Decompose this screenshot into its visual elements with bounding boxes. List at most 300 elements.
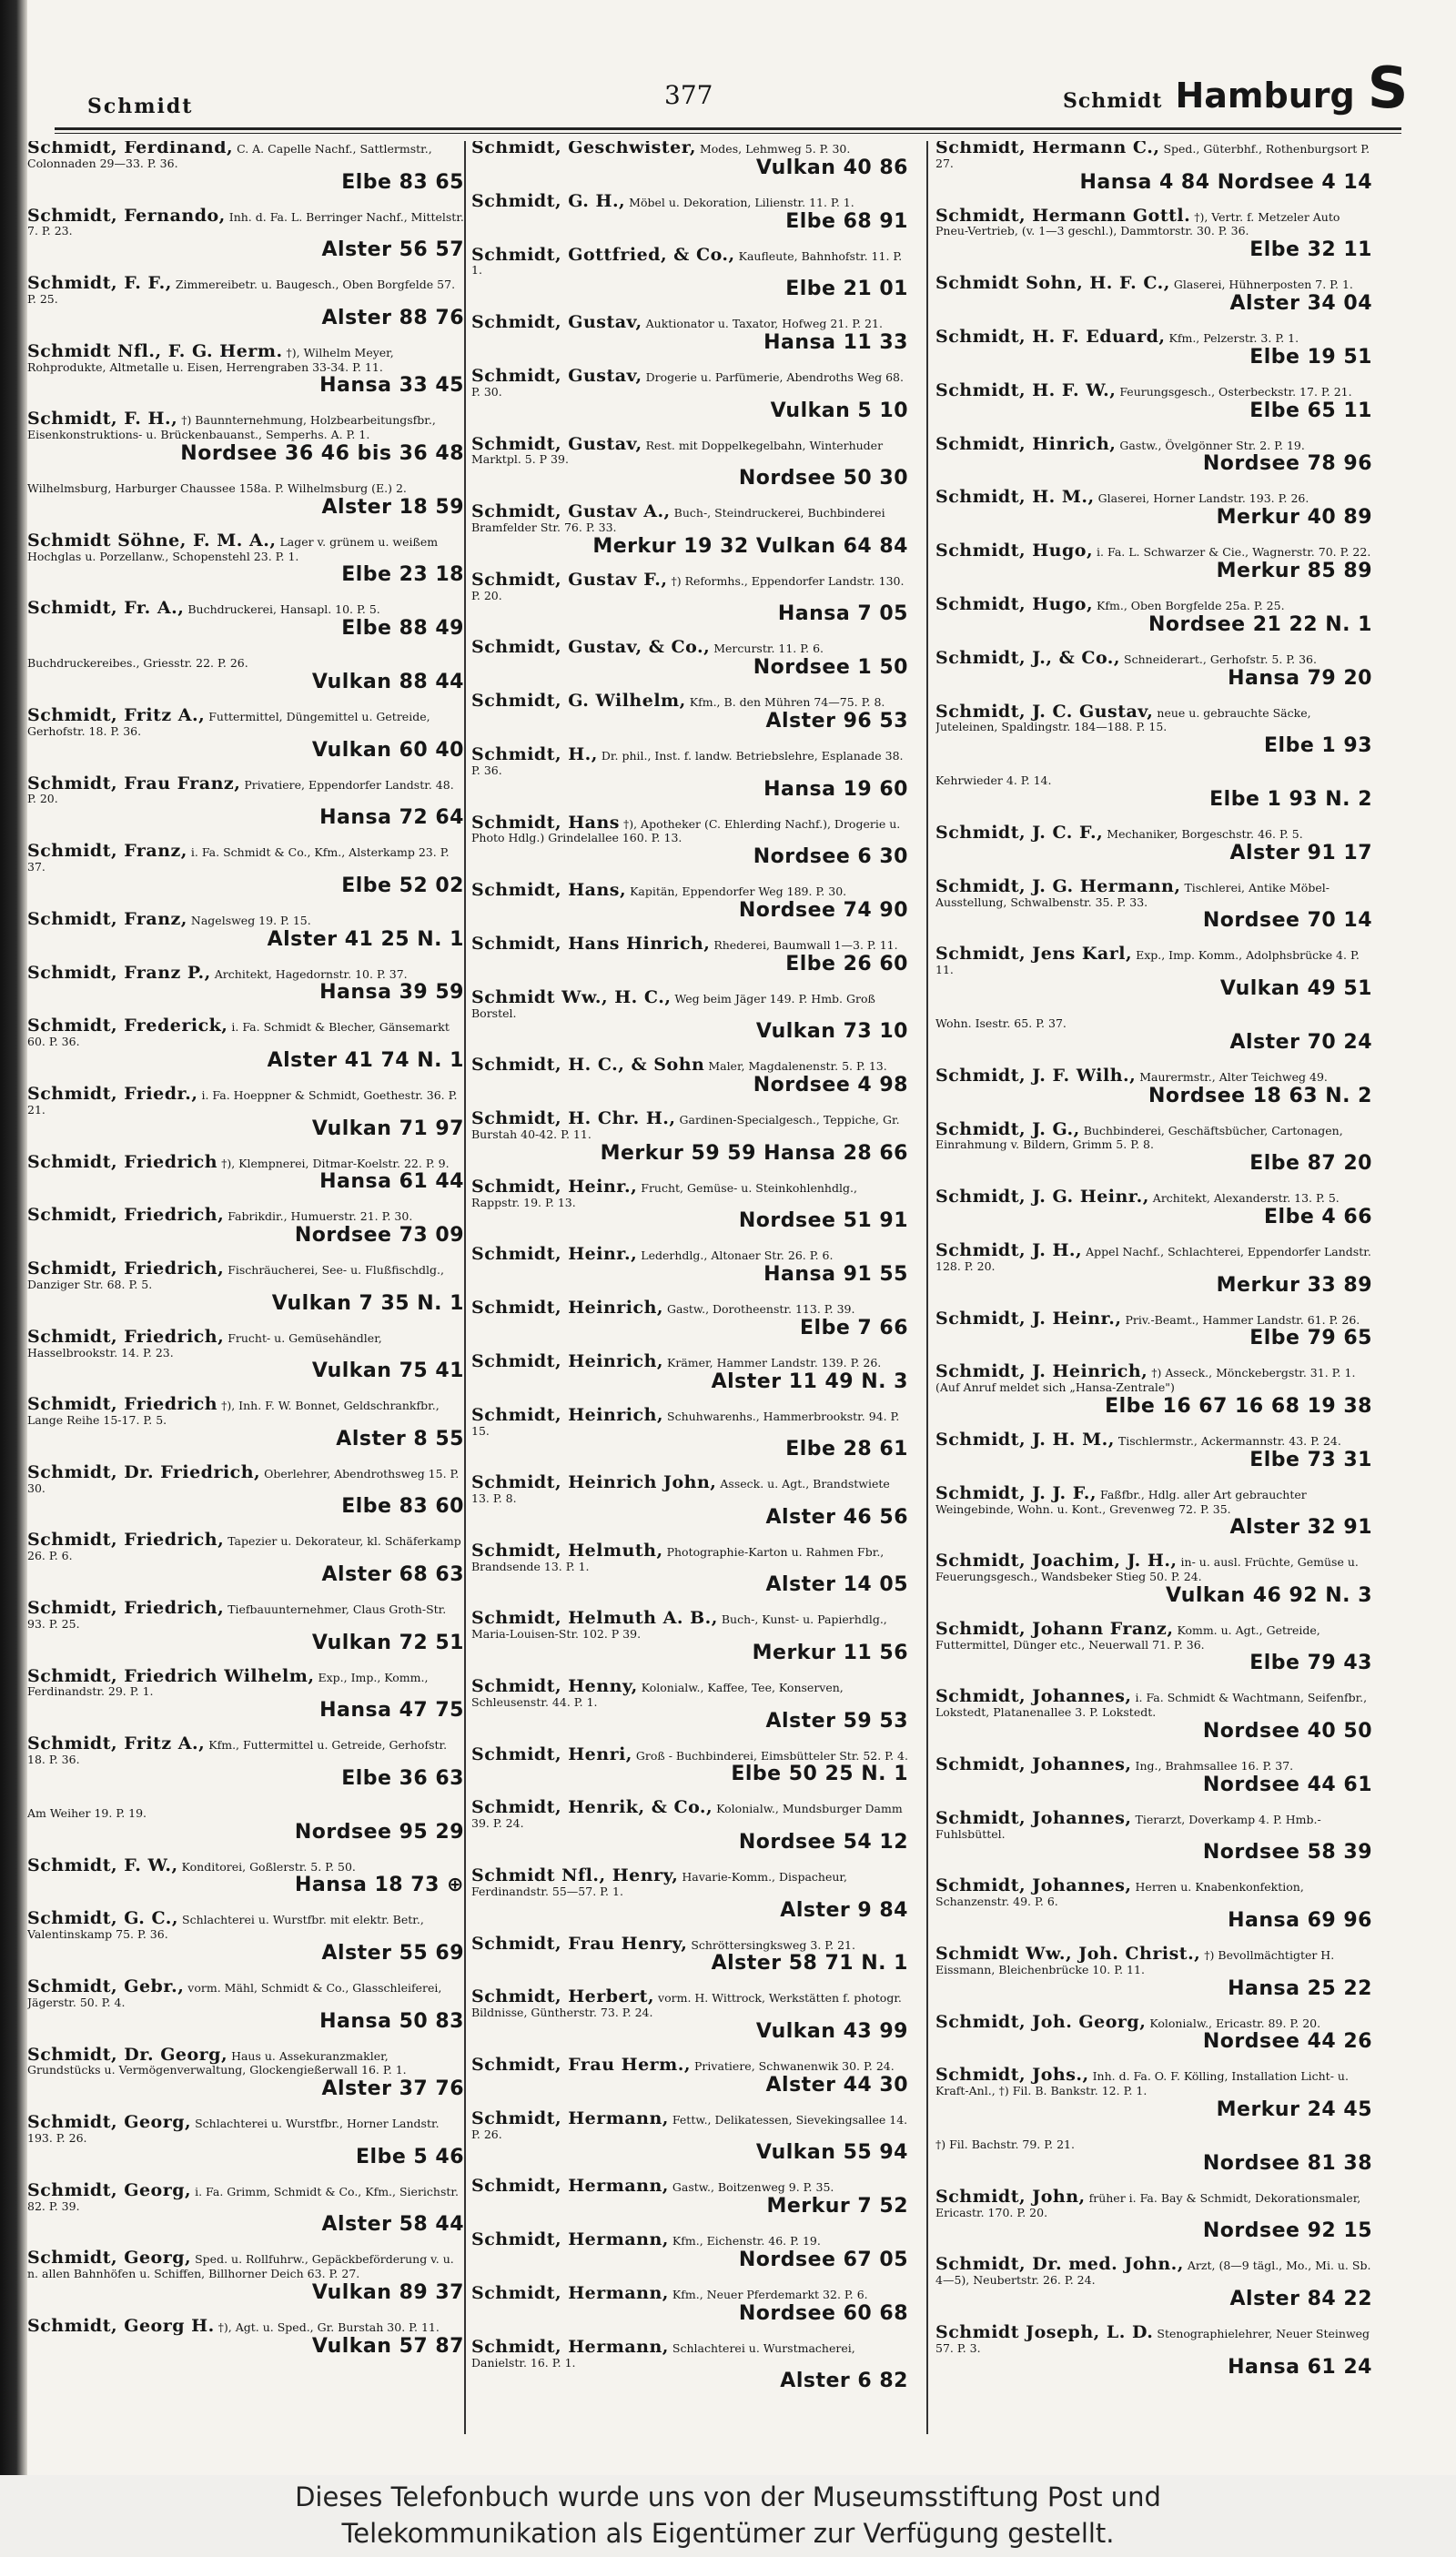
entry-name: Schmidt, Fr. A., [27,598,185,619]
entry-detail: Feurungsgesch., Osterbeckstr. 17. P. 21. [1119,384,1352,399]
header-rule-thin [55,133,1401,134]
directory-entry [471,1244,908,1287]
entry-name: Schmidt, J. H. M., [935,1429,1115,1450]
entry-phone: Merkur 33 89 [1216,1273,1372,1297]
entry-detail: Wilhelmsburg, Harburger Chaussee 158a. P. Wilhelmsburg (E.) 2. [27,480,407,495]
entry-phone: Nordsee 54 12 [738,1831,908,1855]
entry-detail: i. Fa. Schmidt & Wachtmann, Seifenfbr., Lokstedt, Platanenallee 3. P. Lokstedt. [935,1691,1368,1720]
directory-entry [935,1875,1372,1933]
entry-name: Schmidt, Henny, [471,1676,638,1697]
entry-name: Schmidt, J. G. Heinr., [935,1187,1149,1208]
entry-phone: Alster 18 59 [321,495,464,519]
directory-entry [935,773,1372,812]
entry-name: Schmidt, J. J. F., [935,1482,1097,1503]
entry-detail: Möbel u. Dekoration, Lilienstr. 11. P. 1. [629,195,854,209]
entry-phone: Alster 56 57 [321,238,464,262]
footer-line-1: Dieses Telefonbuch wurde uns von der Museumsstiftung Post und [295,2481,1161,2512]
entry-name: Schmidt, John, [935,2186,1086,2207]
entry-detail: †), Vertr. f. Metzeler Auto Pneu-Vertrieb, (v. 1—3 geschl.), Dammtorstr. 30. P. 36. [935,209,1340,238]
directory-entry [27,1083,464,1141]
directory-entry [27,141,464,195]
entry-name: Schmidt Joseph, L. D. [935,2322,1154,2343]
entry-phone: Elbe 79 65 [1249,1327,1372,1350]
footer-notice [0,2475,1456,2557]
entry-detail: †), Wilhelm Meyer, Rohprodukte, Altmetalle u. Eisen, Herrengraben 33-34. P. 11. [27,345,394,374]
entry-name: Schmidt, Heinrich, [471,1404,664,1425]
entry-phone: Nordsee 50 30 [738,467,908,490]
entry-phone: Hansa 25 22 [1228,1976,1372,2000]
entry-detail: Tierarzt, Doverkamp 4. P. Hmb.-Fuhlsbüttel. [935,1812,1321,1841]
entry-detail: Dr. phil., Inst. f. landw. Betriebslehre, Esplanade 38. P. 36. [471,748,904,777]
entry-detail: Oberlehrer, Abendrothsweg 15. P. 30. [27,1466,460,1495]
entry-detail: Tapezier u. Dekorateur, kl. Schäferkamp 26. P. 6. [27,1534,461,1563]
entry-detail: Priv.-Beamt., Hammer Landstr. 61. P. 26. [1125,1312,1360,1327]
directory-entry [935,1807,1372,1865]
entry-name: Schmidt, Henri, [471,1743,632,1764]
entry-name: Schmidt Söhne, F. M. A., [27,530,277,551]
entry-detail: Frucht- u. Gemüsehändler, Hasselbrookstr. 14. P. 23. [27,1330,382,1359]
directory-entry [27,340,464,399]
entry-detail: Fabrikdir., Humuerstr. 21. P. 30. [228,1209,413,1224]
entry-phone: Nordsee 58 39 [1202,1841,1372,1865]
entry-phone: Nordsee 67 05 [738,2249,908,2272]
entry-phone: Elbe 16 67 16 68 19 38 [1105,1394,1372,1418]
entry-phone: Alster 91 17 [1229,841,1372,864]
entry-phone: Elbe 5 46 [356,2145,464,2168]
directory-entry [27,1205,464,1248]
entry-phone: Elbe 36 63 [341,1766,464,1790]
directory-entry [471,2176,908,2218]
entry-name: Schmidt, H. Chr. H., [471,1108,676,1129]
directory-entry [935,1429,1372,1472]
section-letter: S [1367,55,1409,121]
entry-detail: Schuhwarenhs., Hammerbrookstr. 94. P. 15. [471,1409,900,1438]
directory-entry [471,244,908,302]
entry-phone: Nordsee 40 50 [1202,1720,1372,1743]
directory-entry [935,2011,1372,2055]
entry-detail: Schlachterei u. Wurstmacherei, Danielstr. 16. P. 1. [471,2340,855,2370]
directory-entry [27,1151,464,1195]
entry-phone: Merkur 11 56 [752,1642,908,1665]
directory-entry [27,1976,464,2034]
directory-entry [935,1754,1372,1797]
entry-detail: Zimmereibetr. u. Baugesch., Oben Borgfelde 57. P. 25. [27,278,456,306]
entry-detail: Photographie-Karton u. Rahmen Fbr., Brandsende 13. P. 1. [471,1544,885,1573]
entry-phone: Alster 41 25 N. 1 [267,927,464,951]
directory-entry [935,875,1372,934]
entry-detail: Ing., Brahmsallee 16. P. 37. [1135,1759,1294,1774]
entry-name: Schmidt, Hermann, [471,2283,669,2304]
entry-name: Schmidt, Heinrich, [471,1350,664,1371]
entry-phone: Nordsee 1 50 [753,656,908,680]
entry-name: Schmidt, Gustav, [471,433,642,454]
directory-entry [27,1855,464,1898]
directory-entry [471,2283,908,2326]
entry-phone: Alster 68 63 [321,1563,464,1587]
entry-phone: Hansa 50 83 [319,2009,464,2033]
entry-detail: i. Fa. Grimm, Schmidt & Co., Kfm., Sierichstr. 82. P. 39. [27,2184,459,2213]
entry-detail: Kaufleute, Bahnhofstr. 11. P. 1. [471,248,903,278]
header-rule [55,127,1401,130]
entry-phone: Merkur 24 45 [1216,2098,1372,2122]
entry-phone: Nordsee 81 38 [1202,2151,1372,2175]
entry-detail: Mechaniker, Borgeschstr. 46. P. 5. [1107,826,1303,841]
directory-entry [935,2186,1372,2244]
entry-name: Schmidt, Hans [471,812,620,833]
entry-name: Schmidt, F. W., [27,1855,178,1875]
entry-name: Schmidt, Geschwister, [471,141,696,157]
directory-entry [935,2254,1372,2311]
directory-entry [935,1618,1372,1676]
entry-name: Schmidt, F. F., [27,273,172,294]
directory-entry [27,704,464,763]
entry-name: Schmidt, Friedrich Wilhelm, [27,1665,315,1686]
column-3 [935,141,1372,2434]
entry-name: Schmidt Nfl., Henry, [471,1865,679,1886]
entry-detail: Kfm., Neuer Pferdemarkt 32. P. 6. [672,2288,868,2302]
entry-detail: Faßfbr., Hdlg. aller Art gebrauchter Weingebinde, Wohn. u. Kont., Grevenweg 72. P. 35. [935,1487,1307,1516]
entry-name: Schmidt, Ferdinand, [27,141,234,157]
directory-entry [471,637,908,680]
entry-detail: †), Klempnerei, Ditmar-Koelstr. 22. P. 9. [221,1156,450,1170]
directory-entry [935,2322,1372,2380]
entry-name: Schmidt, Helmuth A. B., [471,1608,718,1629]
directory-entry [935,647,1372,691]
entry-detail: neue u. gebrauchte Säcke, Juteleinen, Spaldingstr. 184—188. P. 15. [935,705,1311,734]
entry-name: Schmidt, Hermann Gottl. [935,205,1191,226]
entry-name: Schmidt, G. H., [471,190,626,211]
entry-detail: Gardinen-Specialgesch., Teppiche, Gr. Burstah 40-42. P. 11. [471,1113,900,1141]
entry-detail: Tiefbauunternehmer, Claus Groth-Str. 93. P. 25. [27,1602,447,1631]
entry-name: Schmidt, Hermann C., [935,141,1160,157]
entry-detail: Kolonialw., Kaffee, Tee, Konserven, Schleusenstr. 44. P. 1. [471,1681,844,1709]
entry-detail: Weg beim Jäger 149. P. Hmb. Groß Borstel. [471,991,875,1020]
entry-phone: Vulkan 72 51 [311,1631,464,1654]
entry-detail: †) Baunnternehmung, Holzbearbeitungsfbr., Eisenkonstruktions- u. Brückenbauanst., Semperhs. A. P. 1. [27,413,436,442]
entry-detail: †) Fil. Bachstr. 79. P. 21. [935,2138,1075,2152]
entry-name: Schmidt, Franz P., [27,962,211,983]
directory-entry [27,1733,464,1791]
entry-detail: in- u. ausl. Früchte, Gemüse u. Feuerungsgesch., Wandsbeker Stieg 50. P. 24. [935,1555,1359,1584]
entry-detail: Appel Nachf., Schlachterei, Eppendorfer Landstr. 128. P. 20. [935,1244,1371,1273]
entry-name: Schmidt, J. G. Hermann, [935,875,1181,896]
entry-detail: Wohn. Isestr. 65. P. 37. [935,1016,1067,1030]
entry-name: Schmidt, Henrik, & Co., [471,1797,713,1818]
entry-phone: Merkur 40 89 [1216,506,1372,530]
entry-detail: Drogerie u. Parfümerie, Abendroths Weg 68. P. 30. [471,369,904,399]
entry-detail: i. Fa. Hoeppner & Schmidt, Goethestr. 36. P. 21. [27,1087,458,1117]
directory-entry [27,2316,464,2359]
entry-name: Schmidt, J. G., [935,1118,1080,1139]
entry-phone: Alster 59 53 [765,1709,908,1733]
entry-phone: Elbe 26 60 [785,952,908,975]
entry-name: Schmidt, H., [471,743,598,764]
entry-phone: Nordsee 74 90 [738,898,908,922]
entry-name: Schmidt, Gustav, [471,312,642,333]
entry-phone: Elbe 50 25 N. 1 [731,1763,908,1786]
directory-entry [27,1461,464,1520]
running-head-left: Schmidt [87,95,194,118]
entry-phone: Vulkan 60 40 [311,738,464,762]
entry-detail: Stenographielehrer, Neuer Steinweg 57. P. 3. [935,2327,1370,2355]
directory-entry [471,691,908,733]
entry-detail: Krämer, Hammer Landstr. 139. P. 26. [667,1355,882,1369]
directory-entry [471,1676,908,1733]
entry-name: Schmidt, Friedrich, [27,1258,225,1279]
directory-entry [935,1118,1372,1177]
book-gutter [0,0,27,2475]
running-head-right [1063,55,1409,121]
directory-entry [471,1108,908,1166]
entry-name: Schmidt, Hinrich, [935,433,1117,454]
entry-name: Schmidt, Frau Franz, [27,773,241,793]
entry-name: Schmidt, J. C. F., [935,822,1104,843]
directory-entry [935,1239,1372,1298]
entry-detail: Fettw., Delikatessen, Sievekingsallee 14. P. 26. [471,2112,908,2141]
entry-detail: Kfm., B. den Mühren 74—75. P. 8. [689,695,885,710]
entry-phone: Nordsee 6 30 [753,845,908,869]
column-divider [926,141,928,2434]
entry-phone: Elbe 83 65 [341,170,464,194]
entry-phone: Nordsee 44 61 [1202,1773,1372,1796]
entry-name: Schmidt, Gottfried, & Co., [471,244,735,265]
entry-name: Schmidt, Jens Karl, [935,944,1133,965]
entry-detail: †) Reformhs., Eppendorfer Landstr. 130. P. 20. [471,573,905,602]
running-head-city: Hamburg [1175,76,1355,116]
directory-entry [27,2112,464,2169]
entry-phone: Hansa 7 05 [777,602,908,626]
entry-name: Schmidt, Friedrich, [27,1205,225,1226]
entry-phone: Alster 96 53 [765,709,908,733]
entry-detail: Privatiere, Schwanenwik 30. P. 24. [694,2059,895,2074]
directory-entry [935,326,1372,369]
entry-detail: Rest. mit Doppelkegelbahn, Winterhuder Marktpl. 5. P 39. [471,438,884,467]
directory-entry [27,1016,464,1073]
directory-entry [27,1258,464,1316]
entry-detail: †) Bevollmächtigter H. Eissmann, Bleichenbrücke 10. P. 11. [935,1948,1335,1976]
directory-entry [935,2137,1372,2176]
directory-entry [935,141,1372,195]
entry-name: Schmidt, Hermann, [471,2107,669,2128]
directory-entry [935,2065,1372,2122]
entry-detail: vorm. H. Wittrock, Werkstätten f. photogr. Bildnisse, Güntherstr. 73. P. 24. [471,1991,902,2020]
entry-name: Schmidt, Friedrich, [27,1598,225,1619]
directory-entry [935,1944,1372,2001]
entry-phone: Nordsee 18 63 N. 2 [1148,1084,1372,1107]
directory-entry [27,530,464,588]
entry-detail: Kolonialw., Ericastr. 89. P. 20. [1149,2016,1321,2030]
entry-phone: Alster 32 91 [1229,1516,1372,1540]
entry-phone: Hansa 39 59 [319,981,464,1005]
entry-name: Schmidt, Gustav, [471,365,642,386]
directory-entry [471,1472,908,1530]
entry-name: Schmidt, Franz, [27,908,187,929]
entry-detail: i. Fa. Schmidt & Co., Kfm., Alsterkamp 23. P. 37. [27,845,450,874]
entry-phone: Nordsee 95 29 [294,1820,464,1844]
entry-detail: Architekt, Hagedornstr. 10. P. 37. [214,966,408,981]
entry-detail: Gastw., Dorotheenstr. 113. P. 39. [667,1302,855,1317]
page-number: 377 [664,80,713,110]
entry-phone: Vulkan 49 51 [1219,976,1372,1000]
entry-name: Schmidt, Friedrich, [27,1530,225,1551]
entry-phone: Elbe 83 60 [341,1495,464,1519]
entry-name: Schmidt, Friedrich [27,1394,218,1415]
entry-phone: Hansa 4 84 Nordsee 4 14 [1079,170,1372,194]
entry-phone: Nordsee 51 91 [738,1209,908,1233]
directory-entry [27,908,464,952]
entry-phone: Vulkan 75 41 [311,1359,464,1383]
entry-phone: Vulkan 71 97 [311,1117,464,1140]
entry-phone: Elbe 7 66 [800,1316,908,1339]
entry-detail: Am Weiher 19. P. 19. [27,1805,147,1820]
entry-detail: Kfm., Oben Borgfelde 25a. P. 25. [1097,598,1285,612]
entry-name: Schmidt, Georg H. [27,2316,215,2337]
entry-name: Schmidt, Frau Herm., [471,2055,692,2076]
directory-entry [935,273,1372,316]
entry-detail: Haus u. Assekuranzmakler, Grundstücks u. Vermögenverwaltung, Glockengießerwall 16. P. 1. [27,2048,407,2077]
entry-detail: Glaserei, Hühnerposten 7. P. 1. [1173,278,1353,292]
directory-entry [27,962,464,1006]
entry-phone: Elbe 65 11 [1249,399,1372,422]
entry-phone: Hansa 91 55 [763,1263,908,1287]
directory-entry [471,569,908,627]
column-divider [464,141,466,2434]
entry-name: Schmidt, F. H., [27,409,178,430]
entry-detail: Auktionator u. Taxator, Hofweg 21. P. 21. [645,317,883,331]
entry-name: Schmidt Ww., Joh. Christ., [935,1944,1201,1965]
entry-detail: Konditorei, Goßlerstr. 5. P. 50. [181,1859,356,1874]
footer-line-2: Telekommunikation als Eigentümer zur Verfügung gestellt. [341,2518,1115,2549]
directory-entry [471,433,908,491]
entry-detail: Modes, Lehmweg 5. P. 30. [699,142,851,156]
entry-detail: Inh. d. Fa. O. F. Kölling, Installation Licht- u. Kraft-Anl., †) Fil. B. Bankstr. 12. P. 1. [935,2069,1349,2098]
column-2 [471,141,908,2434]
entry-detail: †), Apotheker (C. Ehlerding Nachf.), Drogerie u. Photo Hdlg.) Grindelallee 160. P. 13. [471,816,901,845]
directory-entry [935,1551,1372,1608]
directory-entry [935,1187,1372,1229]
entry-phone: Hansa 18 73 ⊕ [294,1874,464,1897]
entry-phone: Hansa 69 96 [1228,1909,1372,1933]
directory-entry [471,1865,908,1923]
entry-name: Schmidt, Heinr., [471,1176,638,1197]
entry-phone: Vulkan 88 44 [311,670,464,693]
directory-entry [471,501,908,559]
directory-entry [935,701,1372,759]
entry-phone: Nordsee 73 09 [294,1224,464,1248]
directory-entry [27,1908,464,1966]
directory-entry [471,2055,908,2097]
entry-name: Schmidt, Georg, [27,2179,192,2200]
directory-entry [471,2229,908,2272]
entry-name: Schmidt, Gebr., [27,1976,185,1997]
entry-phone: Elbe 21 01 [785,278,908,301]
directory-entry [27,1394,464,1451]
entry-detail: Tischlerei, Antike Möbel-Ausstellung, Schwalbenstr. 35. P. 33. [935,880,1330,909]
entry-detail: Schröttersingksweg 3. P. 21. [691,1937,855,1952]
entry-name: Schmidt, Frau Henry, [471,1933,688,1954]
entry-phone: Alster 84 22 [1229,2288,1372,2311]
directory-entry [471,1055,908,1097]
entry-detail: Architekt, Alexanderstr. 13. P. 5. [1152,1191,1340,1206]
entry-detail: Mercurstr. 11. P. 6. [713,642,824,656]
directory-entry [471,880,908,923]
entry-detail: vorm. Mähl, Schmidt & Co., Glasschleiferei, Jägerstr. 50. P. 4. [27,1981,442,2009]
entry-phone: Alster 9 84 [780,1898,908,1922]
entry-phone: Hansa 79 20 [1228,666,1372,690]
entry-detail: Privatiere, Eppendorfer Landstr. 48. P. 20. [27,777,454,806]
entry-name: Schmidt Nfl., F. G. Herm. [27,340,283,361]
entry-phone: Alster 11 49 N. 3 [711,1369,908,1393]
entry-detail: Buchbinderei, Geschäftsbücher, Cartonagen, Einrahmung v. Bildern, Grimm 5. P. 8. [935,1123,1343,1152]
entry-detail: Maurermstr., Alter Teichweg 49. [1139,1069,1328,1084]
entry-name: Schmidt, Johannes, [935,1686,1132,1707]
entry-name: Schmidt, Hans, [471,880,627,901]
entry-phone: Hansa 61 44 [319,1170,464,1194]
entry-detail: Schlachterei u. Wurstfbr. mit elektr. Betr., Valentinskamp 75. P. 36. [27,1913,424,1942]
entry-phone: Alster 70 24 [1229,1030,1372,1054]
entry-phone: Nordsee 44 26 [1202,2030,1372,2054]
directory-entry [471,1350,908,1394]
entry-name: Schmidt, Johannes, [935,1754,1132,1775]
entry-detail: Gastw., Övelgönner Str. 2. P. 19. [1119,438,1305,452]
entry-phone: Nordsee 70 14 [1202,909,1372,933]
entry-detail: Herren u. Knabenkonfektion, Schanzenstr. 49. P. 6. [935,1880,1304,1909]
entry-phone: Hansa 33 45 [319,374,464,398]
entry-phone: Alster 8 55 [336,1427,464,1450]
directory-entry [471,812,908,870]
entry-detail: Frucht, Gemüse- u. Steinkohlenhdlg., Rappstr. 19. P. 13. [471,1180,857,1209]
entry-detail: Kfm., Futtermittel u. Getreide, Gerhofstr. 18. P. 36. [27,1738,448,1767]
entry-name: Schmidt, Joachim, J. H., [935,1551,1178,1572]
entry-phone: Elbe 4 66 [1264,1205,1372,1228]
entry-phone: Alster 58 44 [321,2213,464,2237]
entry-phone: Elbe 1 93 N. 2 [1209,787,1372,811]
entry-name: Schmidt, Dr. Friedrich, [27,1461,261,1482]
entry-detail: Gastw., Boitzenweg 9. P. 35. [672,2180,834,2195]
entry-name: Schmidt, Heinrich, [471,1298,664,1319]
directory-entry [27,273,464,330]
entry-name: Schmidt, J. Heinrich, [935,1361,1148,1382]
entry-detail: Arzt, (8—9 tägl., Mo., Mi. u. Sb. 4—5), Neubertstr. 26. P. 24. [935,2259,1371,2288]
directory-entry [471,1298,908,1340]
entry-name: Schmidt, Hermann, [471,2176,669,2197]
entry-name: Schmidt, Friedrich, [27,1326,225,1347]
entry-phone: Vulkan 57 87 [311,2334,464,2358]
entry-name: Schmidt, Hans Hinrich, [471,933,711,954]
entry-detail: Futtermittel, Düngemittel u. Getreide, Gerhofstr. 18. P. 36. [27,709,430,738]
entry-name: Schmidt, Franz, [27,841,187,862]
entry-name: Schmidt, Hermann, [471,2336,669,2357]
entry-detail: †), Agt. u. Sped., Gr. Burstah 30. P. 11. [217,2320,440,2335]
directory-entry [27,841,464,898]
entry-detail: Kolonialw., Mundsburger Damm 39. P. 24. [471,1802,903,1831]
entry-name: Schmidt, Gustav, & Co., [471,637,711,658]
entry-detail: Schneiderart., Gerhofstr. 5. P. 36. [1124,652,1317,666]
directory-entry [27,655,464,694]
directory-entry [471,365,908,423]
directory-entry [27,1805,464,1844]
entry-phone: Alster 46 56 [765,1505,908,1529]
entry-detail: Kapitän, Eppendorfer Weg 189. P. 30. [630,884,847,899]
directory-entry [935,541,1372,583]
entry-name: Schmidt Sohn, H. F. C., [935,273,1170,294]
entry-detail: Nagelsweg 19. P. 15. [190,913,311,927]
entry-detail: Exp., Imp. Komm., Adolphsbrücke 4. P. 11. [935,948,1360,977]
entry-detail: †), Inh. F. W. Bonnet, Geldschrankfbr., Lange Reihe 15-17. P. 5. [27,1399,440,1428]
entry-detail: Sped. u. Rollfuhrw., Gepäckbeförderung v. u. n. allen Bahnhöfen u. Schiffen, Billhorner Deich 63. P. 27. [27,2252,454,2281]
entry-detail: Rhederei, Baumwall 1—3. P. 11. [713,937,898,952]
directory-entry [935,487,1372,530]
